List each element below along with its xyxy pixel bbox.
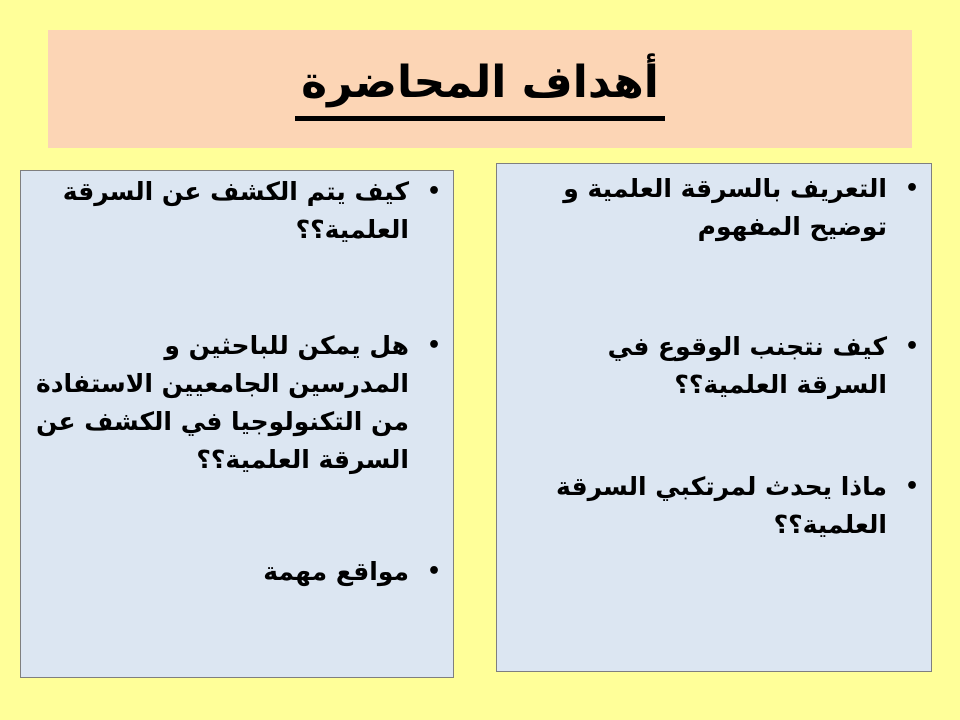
list-item-text: كيف يتم الكشف عن السرقة العلمية؟؟ — [62, 177, 409, 244]
right-bullet-list — [511, 170, 919, 544]
list-item — [511, 468, 919, 544]
title-bar — [48, 30, 912, 148]
list-item-text: كيف نتجنب الوقوع في السرقة العلمية؟؟ — [607, 332, 887, 399]
bullet-icon: • — [904, 176, 919, 201]
list-item-text: مواقع مهمة — [263, 557, 409, 586]
bullet-icon: • — [426, 179, 441, 204]
list-item — [35, 553, 441, 591]
list-item-text: التعريف بالسرقة العلمية و توضيح المفهوم — [563, 174, 887, 241]
left-bullet-list — [35, 173, 441, 591]
list-item — [35, 173, 441, 249]
bullet-icon: • — [904, 474, 919, 499]
bullet-icon: • — [426, 333, 441, 358]
left-content-panel — [20, 170, 454, 678]
list-item — [511, 170, 919, 246]
list-item-text: ماذا يحدث لمرتكبي السرقة العلمية؟؟ — [556, 472, 887, 539]
list-item-text: هل يمكن للباحثين و المدرسين الجامعيين الاستفادة من التكنولوجيا في الكشف عن السرقة العلمية؟؟ — [35, 331, 409, 474]
bullet-icon: • — [426, 559, 441, 584]
list-item — [35, 327, 441, 479]
right-content-panel — [496, 163, 932, 672]
list-item — [511, 328, 919, 404]
slide-title: أهداف المحاضرة — [295, 57, 665, 121]
bullet-icon: • — [904, 334, 919, 359]
